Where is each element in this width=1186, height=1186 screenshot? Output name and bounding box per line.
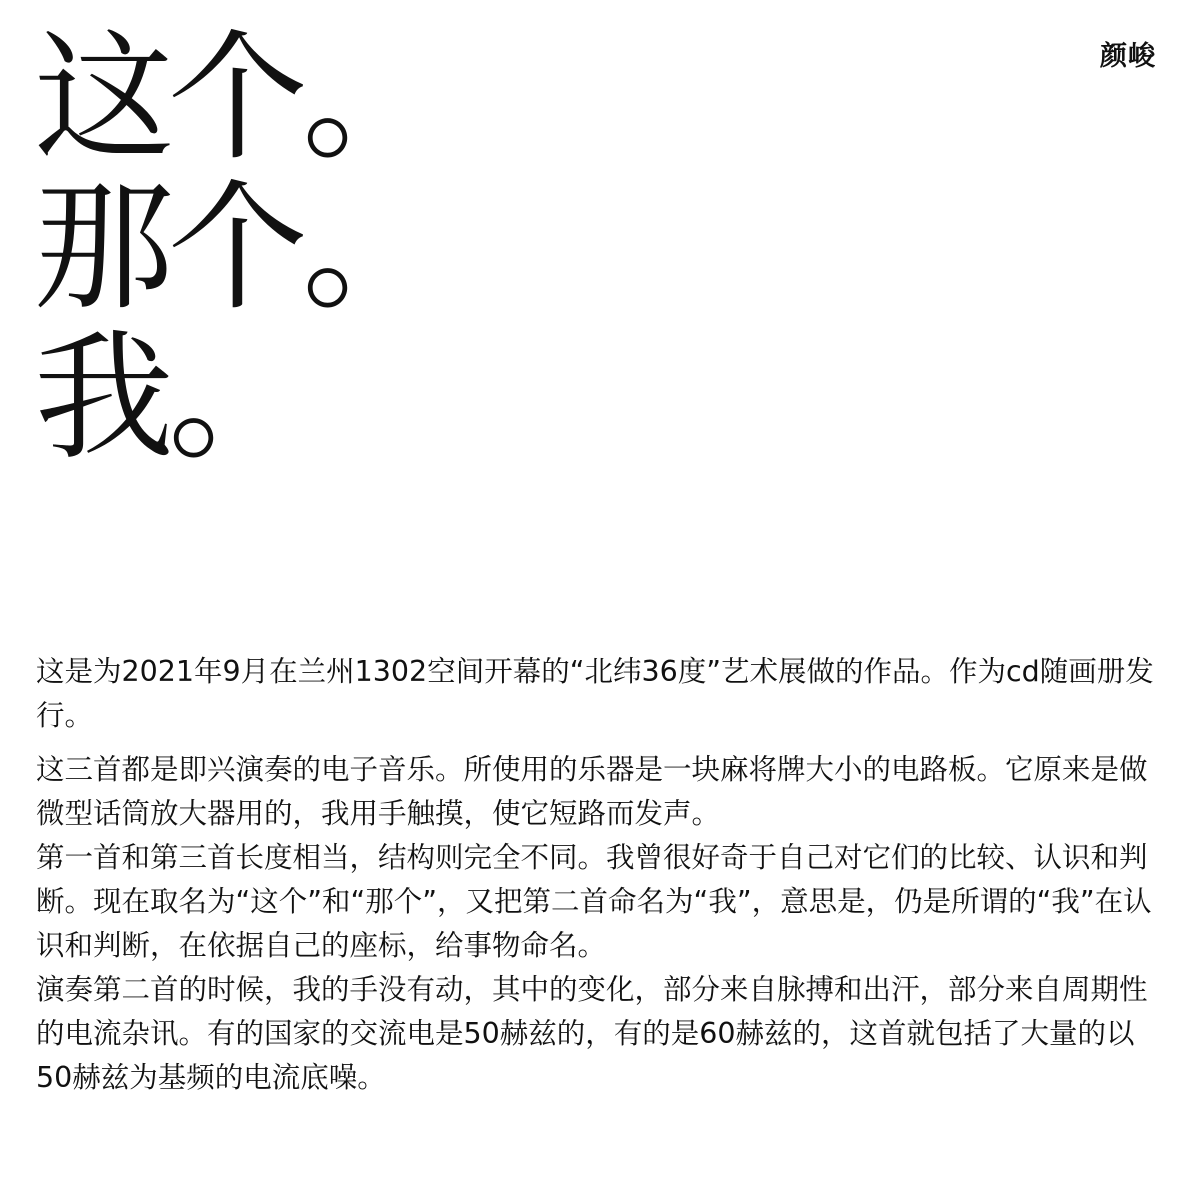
title-line-that: 那个。 xyxy=(34,167,437,330)
paragraph-instrument: 这三首都是即兴演奏的电子音乐。所使用的乐器是一块麻将牌大小的电路板。它原来是做微型话筒放大器用的，我用手触摸，使它短路而发声。 xyxy=(36,753,1148,830)
title-line-this: 这个。 xyxy=(34,17,437,180)
title-line-me: 我。 xyxy=(34,317,303,480)
author-name: 颜峻 xyxy=(1100,41,1156,72)
paragraph-second-track: 演奏第二首的时候，我的手没有动，其中的变化，部分来自脉搏和出汗，部分来自周期性的电流杂讯。有的国家的交流电是50赫兹的，有的是60赫兹的，这首就包括了大量的以50赫兹为基频的电流底噪。 xyxy=(36,973,1148,1094)
description-text xyxy=(36,650,1156,1100)
paragraph-exhibition: 这是为2021年9月在兰州1302空间开幕的“北纬36度”艺术展做的作品。作为cd随画册发行。 xyxy=(36,655,1154,732)
paragraph-naming: 第一首和第三首长度相当，结构则完全不同。我曾很好奇于自己对它们的比较、认识和判断。现在取名为“这个”和“那个”，又把第二首命名为“我”，意思是，仍是所谓的“我”在认识和判断，在依据自己的座标，给事物命名。 xyxy=(36,841,1152,962)
title-block xyxy=(34,17,437,480)
